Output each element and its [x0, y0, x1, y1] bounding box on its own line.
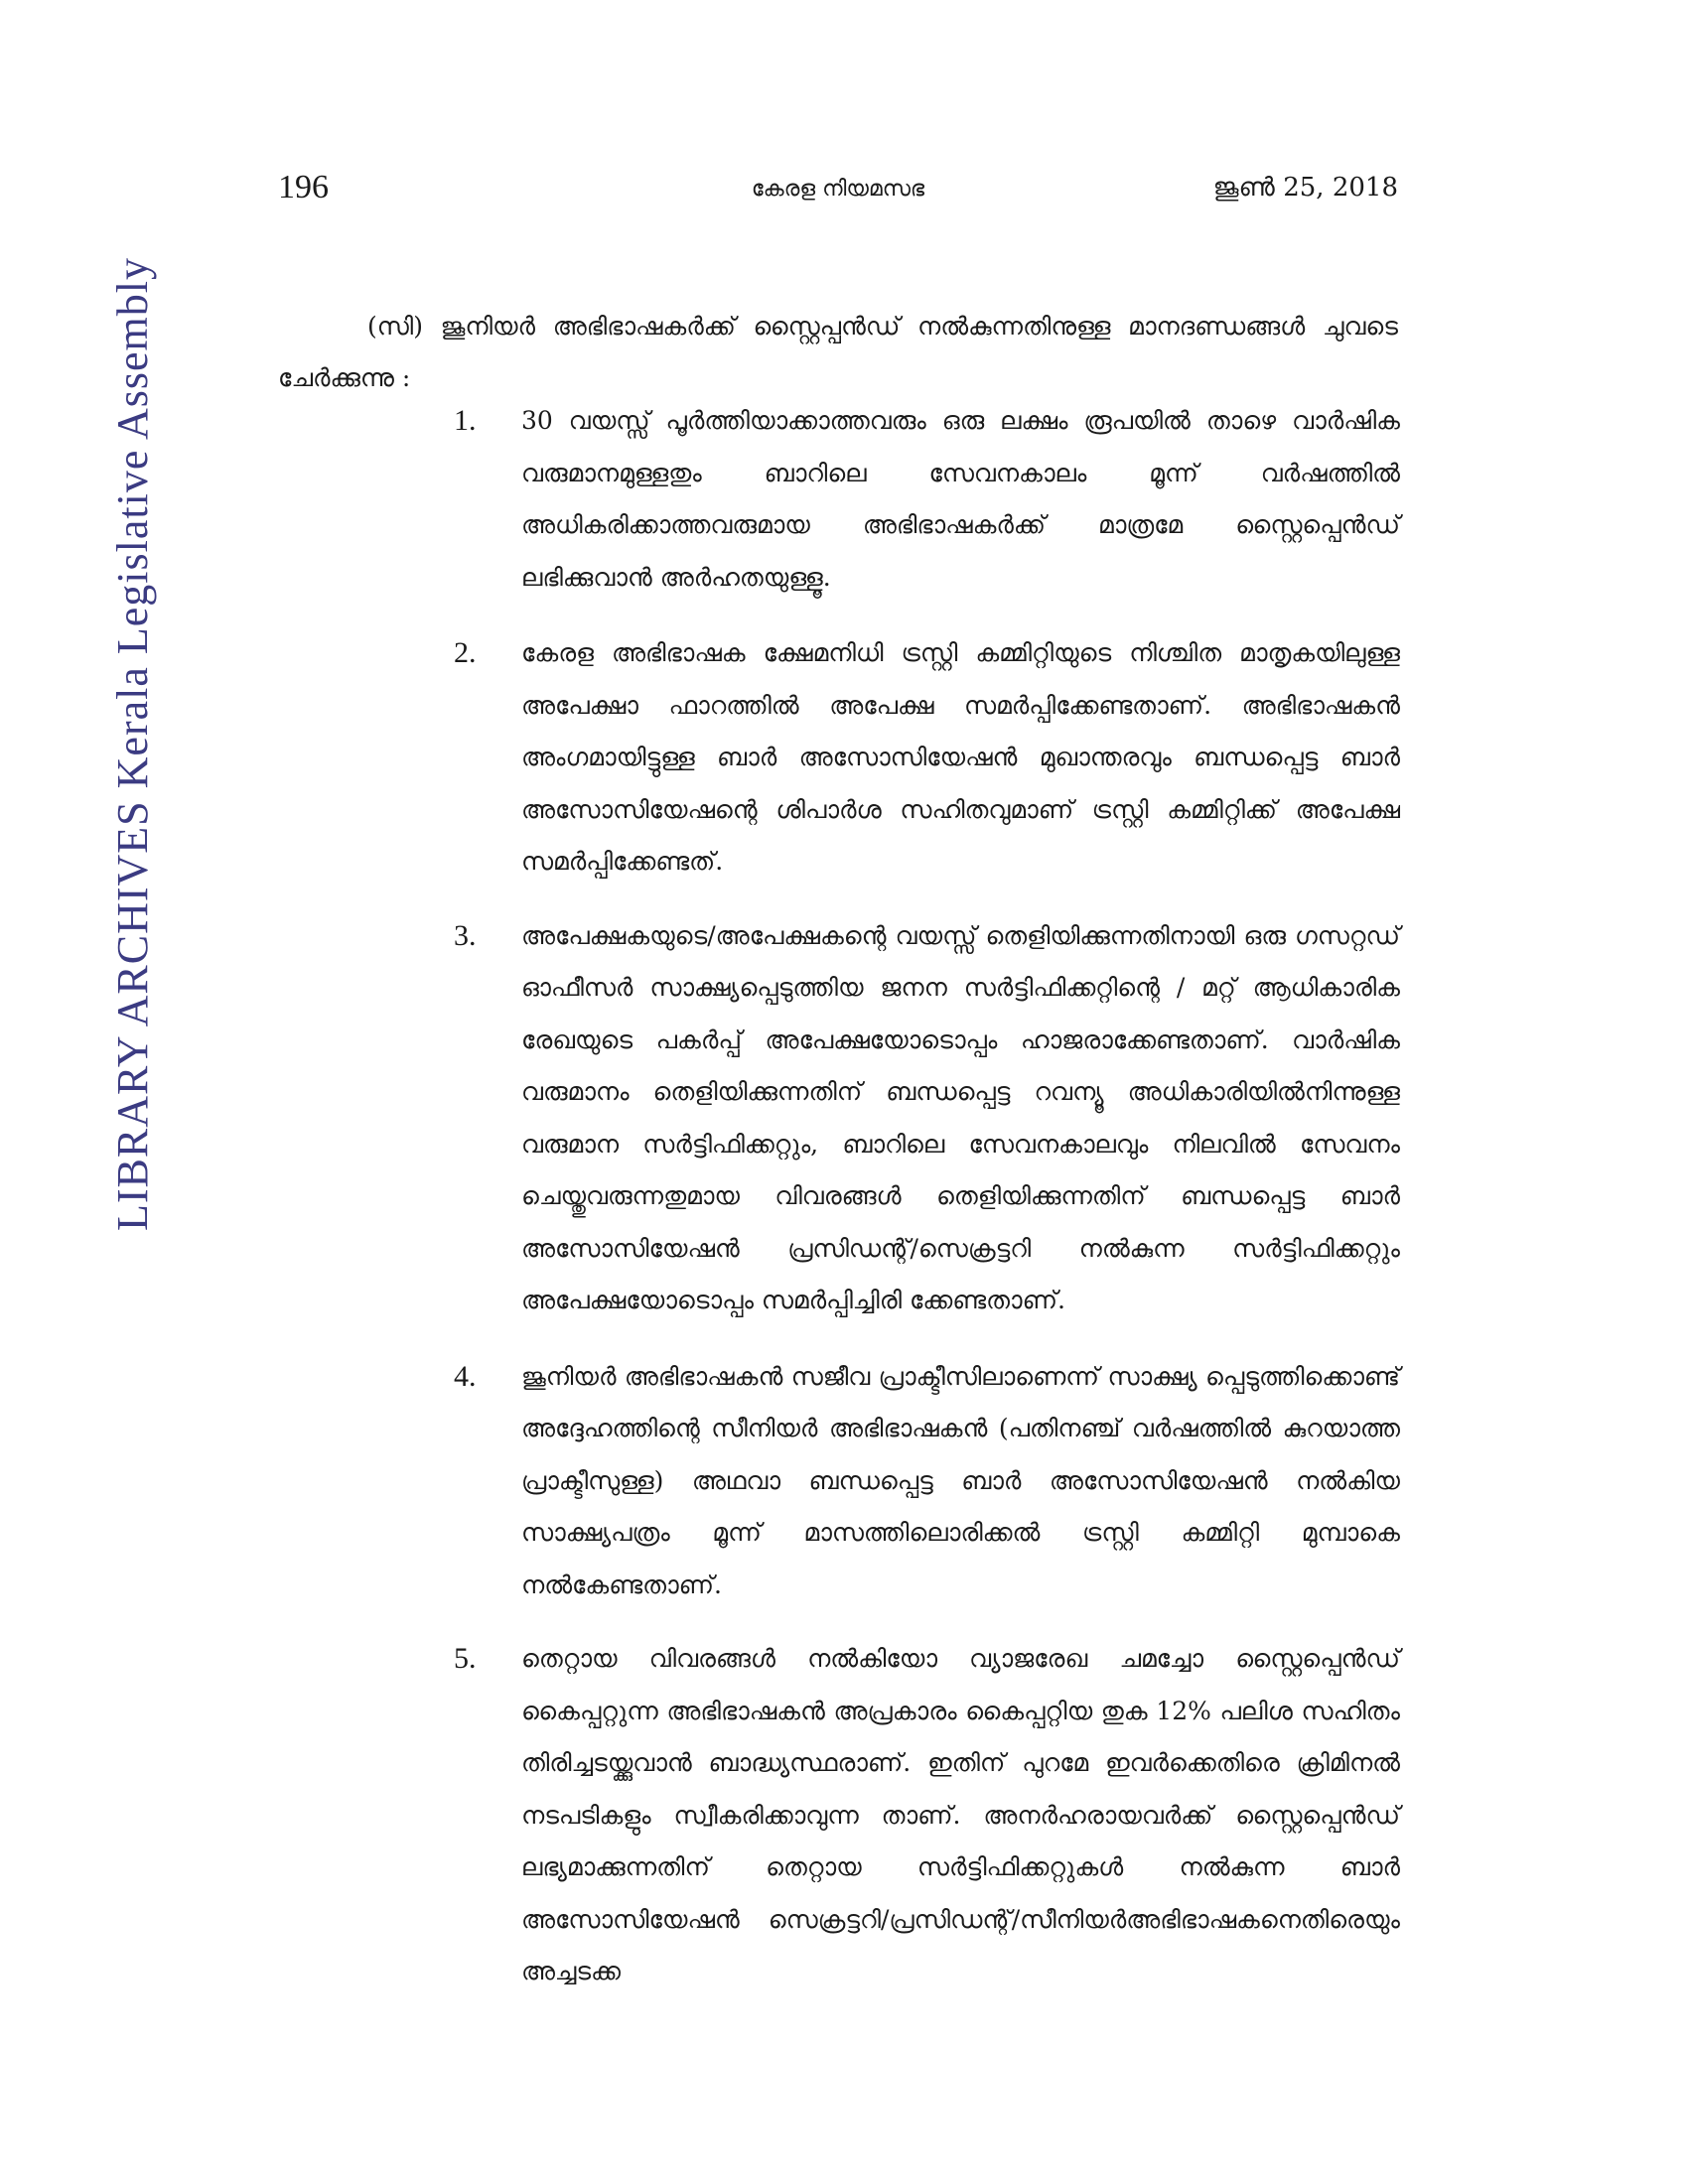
criterion-item [452, 1633, 1400, 1998]
intro-paragraph: (സി) ജൂനിയർ അഭിഭാഷകർക്ക് സ്റ്റൈപ്പൻഡ് നൽകുന്നതിനുള്ള മാനദണ്ഡങ്ങൾ ചുവടെ ചേർക്കുന്നു : [278, 312, 1398, 392]
archive-watermark: LIBRARY ARCHIVES Kerala Legislative Assembly [108, 257, 157, 1231]
criterion-text: തെറ്റായ വിവരങ്ങൾ നൽകിയോ വ്യാജരേഖ ചമച്ചോ സ്റ്റൈപ്പെൻഡ് കൈപ്പറ്റുന്ന അഭിഭാഷകൻ അപ്രകാരം കൈപ്പറ്റിയ തുക 12% പലിശ സഹിതം തിരിച്ചടയ്ക്കുവാൻ ബാദ്ധ്യസ്ഥരാണ്. ഇതിന് പുറമേ ഇവർക്കെതിരെ ക്രിമിനൽ നടപടികളും സ്വീകരിക്കാവുന്ന താണ്. അനർഹരായവർക്ക് സ്റ്റൈപ്പെൻഡ് ലഭ്യമാക്കുന്നതിന് തെറ്റായ സർട്ടിഫിക്കറ്റുകൾ നൽകുന്ന ബാർ അസോസിയേഷൻ സെക്രട്ടറി/പ്രസിഡന്റ്/സീനിയർഅഭിഭാഷകനെതിരെയും അച്ചടക്ക [521, 1644, 1401, 1985]
criterion-text: അപേക്ഷകയുടെ/അപേക്ഷകന്റെ വയസ്സ് തെളിയിക്കുന്നതിനായി ഒരു ഗസറ്റഡ് ഓഫീസർ സാക്ഷ്യപ്പെടുത്തിയ ജനന സർട്ടിഫിക്കറ്റിന്റെ / മറ്റ് ആധികാരിക രേഖയുടെ പകർപ്പ് അപേക്ഷയോടൊപ്പം ഹാജരാക്കേണ്ടതാണ്. വാർഷിക വരുമാനം തെളിയിക്കുന്നതിന് ബന്ധപ്പെട്ട റവന്യൂ അധികാരിയിൽനിന്നുള്ള വരുമാന സർട്ടിഫിക്കറ്റും, ബാറിലെ സേവനകാലവും നിലവിൽ സേവനം ചെയ്തുവരുന്നതുമായ വിവരങ്ങൾ തെളിയിക്കുന്നതിന് ബന്ധപ്പെട്ട ബാർ അസോസിയേഷൻ പ്രസിഡന്റ്/സെക്രട്ടറി നൽകുന്ന സർട്ടിഫിക്കറ്റും അപേക്ഷയോടൊപ്പം സമർപ്പിച്ചിരി ക്കേണ്ടതാണ്. [521, 920, 1400, 1314]
page-number: 196 [278, 169, 329, 205]
header-date: ജൂൺ 25, 2018 [1212, 173, 1398, 203]
criterion-item [452, 395, 1400, 604]
criterion-number: 5. [454, 1642, 477, 1675]
criterion-item [452, 910, 1400, 1327]
running-title: കേരള നിയമസഭ [751, 177, 925, 202]
criterion-text: 30 വയസ്സ് പൂർത്തിയാക്കാത്തവരും ഒരു ലക്ഷം രൂപയിൽ താഴെ വാർഷിക വരുമാനമുള്ളതും ബാറിലെ സേവനകാലം മൂന്ന് വർഷത്തിൽ അധികരിക്കാത്തവരുമായ അഭിഭാഷകർക്ക് മാത്രമേ സ്റ്റൈപ്പെൻഡ് ലഭിക്കുവാൻ അർഹതയുള്ളൂ. [521, 406, 1400, 592]
criterion-number: 2. [454, 636, 477, 669]
criterion-item [452, 627, 1400, 888]
criterion-text: ജൂനിയർ അഭിഭാഷകൻ സജീവ പ്രാക്ടീസിലാണെന്ന് സാക്ഷ്യ പ്പെടുത്തിക്കൊണ്ട് അദ്ദേഹത്തിന്റെ സീനിയർ അഭിഭാഷകൻ (പതിനഞ്ച് വർഷത്തിൽ കുറയാത്ത പ്രാക്ടീസുള്ള) അഥവാ ബന്ധപ്പെട്ട ബാർ അസോസിയേഷൻ നൽകിയ സാക്ഷ്യപത്രം മൂന്ന് മാസത്തിലൊരിക്കൽ ട്രസ്റ്റി കമ്മിറ്റി മുമ്പാകെ നൽകേണ്ടതാണ്. [521, 1361, 1400, 1599]
criterion-text: കേരള അഭിഭാഷക ക്ഷേമനിധി ട്രസ്റ്റി കമ്മിറ്റിയുടെ നിശ്ചിത മാതൃകയിലുള്ള അപേക്ഷാ ഫാറത്തിൽ അപേക്ഷ സമർപ്പിക്കേണ്ടതാണ്. അഭിഭാഷകൻ അംഗമായിട്ടുള്ള ബാർ അസോസിയേഷൻ മുഖാന്തരവും ബന്ധപ്പെട്ട ബാർ അസോസിയേഷന്റെ ശിപാർശ സഹിതവുമാണ് ട്രസ്റ്റി കമ്മിറ്റിക്ക് അപേക്ഷ സമർപ്പിക്കേണ്ടത്. [521, 638, 1400, 876]
criterion-item [452, 1351, 1400, 1612]
criterion-number: 1. [454, 404, 477, 437]
criteria-list [452, 395, 1400, 1998]
criterion-number: 3. [454, 918, 477, 952]
criterion-number: 4. [454, 1359, 477, 1393]
page-header [278, 169, 1398, 218]
